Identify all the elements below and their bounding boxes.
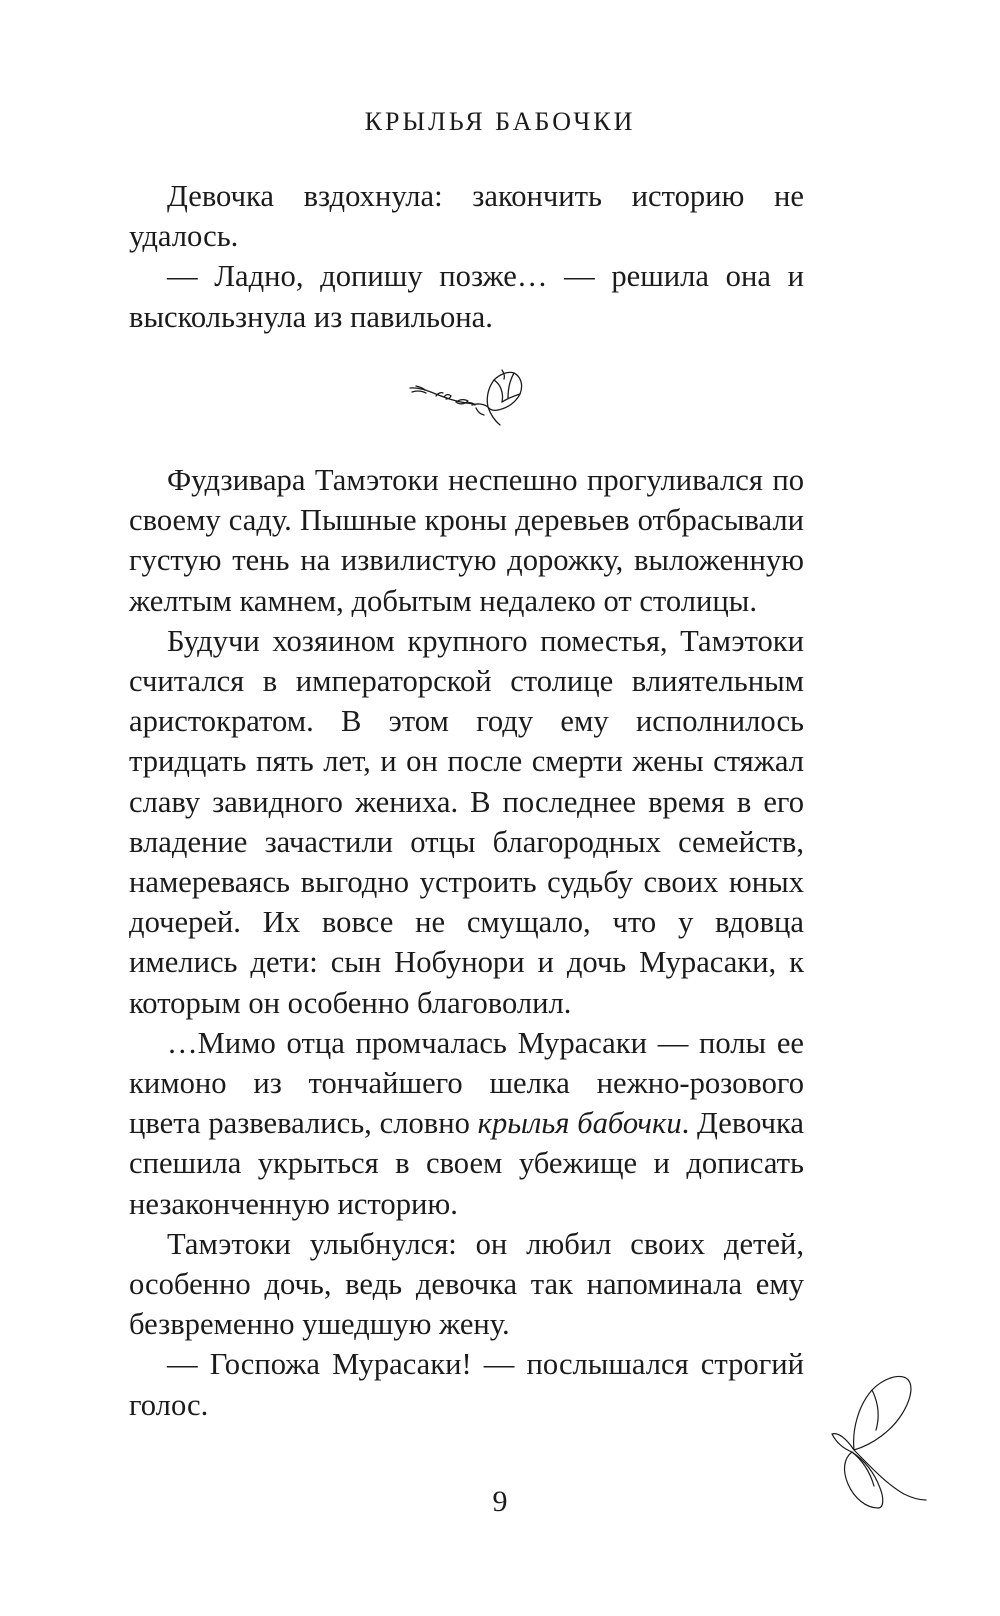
paragraph: Девочка вздохнула: закончить историю не удалось.: [129, 179, 804, 254]
paragraph: — Ладно, допишу позже… — решила она и выскользнула из павильона.: [129, 259, 804, 334]
paragraph: Фудзивара Тамэтоки неспешно прогуливался по своему саду. Пышные кроны деревьев отбрасывали густую тень на извилистую дорожку, выложенную желтым камнем, добытым недалеко от столицы.: [129, 463, 804, 618]
running-head: КРЫЛЬЯ БАБОЧКИ: [364, 107, 636, 136]
paragraph: — Госпожа Мурасаки! — послышался строгий голос.: [129, 1347, 804, 1422]
paragraph: Будучи хозяином крупного поместья, Тамэтоки считался в императорской столице влиятельным аристократом. В этом году ему исполнилось тридцать пять лет, и он после смерти жены стяжал славу завидного жениха. В последнее время в его владение зачастили отцы благородных семейств, намереваясь выгодно устроить судьбу своих юных дочерей. Их вовсе не смущало, что у вдовца имелись дети: сын Нобунори и дочь Мурасаки, к которым он особенно благоволил.: [129, 623, 804, 1020]
magnolia-bud-icon: [408, 366, 530, 430]
paragraph: Тамэтоки улыбнулся: он любил своих детей, особенно дочь, ведь девочка так напоминала ему безвременно ушедшую жену.: [129, 1226, 804, 1342]
page-number: 9: [492, 1485, 508, 1518]
paragraph: [129, 1023, 804, 1224]
paragraph-text: . Девочка спешила укрыться в своем убежище и дописать незаконченную историю.: [129, 1106, 804, 1221]
italic-phrase: крылья бабочки: [477, 1106, 682, 1141]
text-section-1: [129, 176, 804, 337]
text-section-2: [129, 460, 804, 1425]
paragraph-text: …Мимо отца промчалась Мурасаки — полы ее кимоно из тончайшего шелка нежно-розового цвета развевались, словно: [129, 1025, 804, 1141]
